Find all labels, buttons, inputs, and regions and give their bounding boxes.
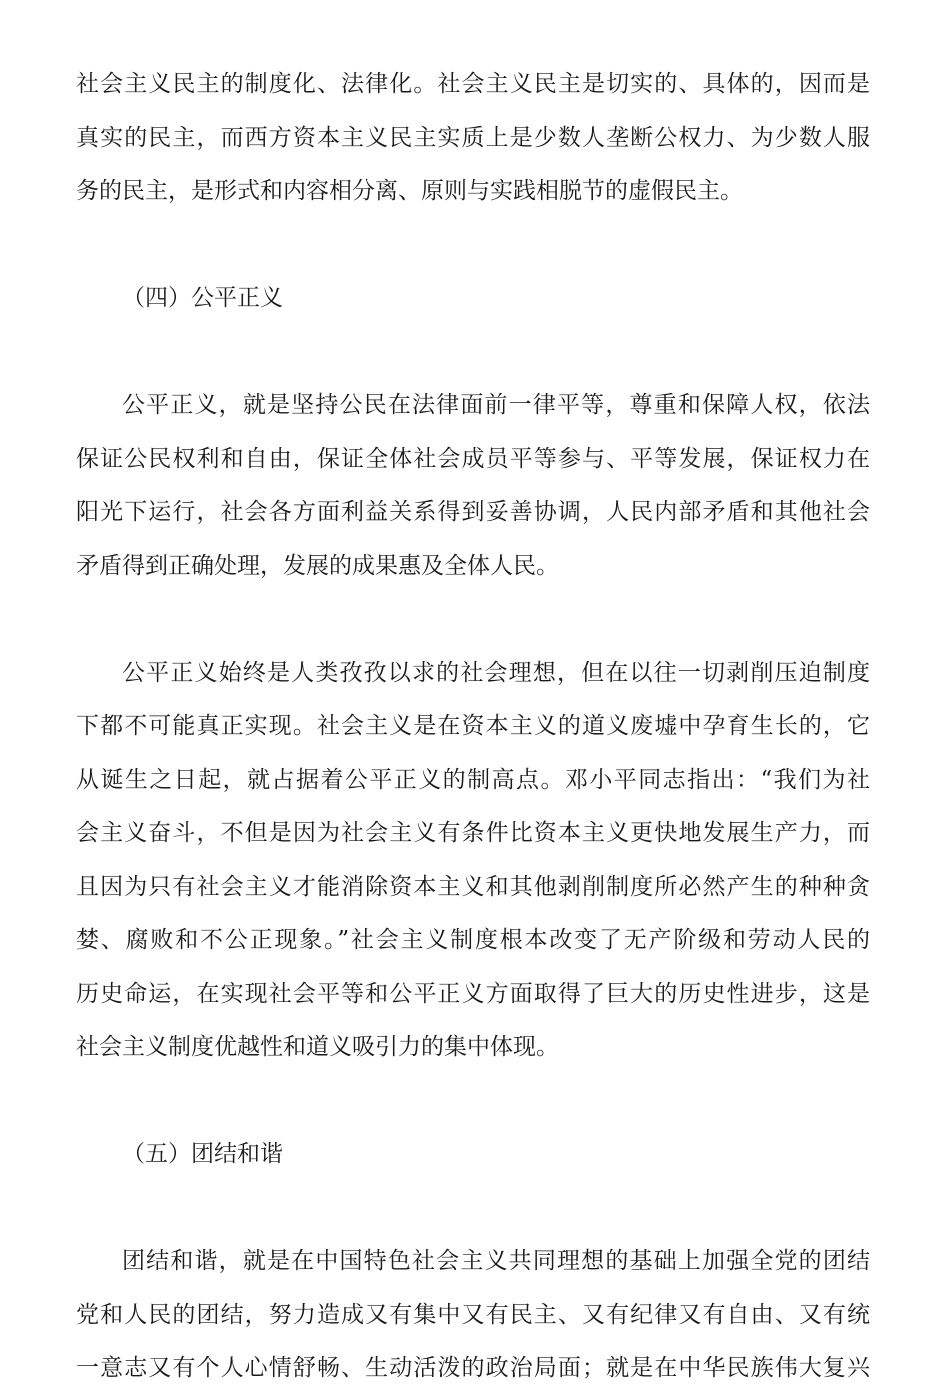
- text-line: 务的民主，是形式和内容相分离、原则与实践相脱节的虚假民主。: [76, 178, 743, 204]
- text-line: 一意志又有个人心情舒畅、生动活泼的政治局面；就是在中华民族伟大复兴: [76, 1355, 870, 1381]
- text-line: 阳光下运行，社会各方面利益关系得到妥善协调，人民内部矛盾和其他社会: [76, 499, 870, 525]
- text-line: 真实的民主，而西方资本主义民主实质上是少数人垄断公权力、为少数人服: [76, 124, 870, 151]
- text-line: 公平正义，就是坚持公民在法律面前一律平等，尊重和保障人权，依法: [122, 392, 870, 418]
- text-line: 且因为只有社会主义才能消除资本主义和其他剥削制度所必然产生的种种贪: [76, 873, 870, 900]
- text-line: 婪、腐败和不公正现象。”社会主义制度根本改变了无产阶级和劳动人民的: [76, 927, 870, 953]
- section-heading-harmony: （五）团结和谐: [122, 1141, 283, 1167]
- paragraph-fairness-ideal: [76, 647, 870, 1075]
- document-page: [76, 58, 870, 1396]
- paragraph-gap: [76, 219, 870, 273]
- paragraph-fairness-definition: [76, 379, 870, 593]
- paragraph-gap: [76, 1182, 870, 1236]
- text-line: 保证公民权利和自由，保证全体社会成员平等参与、平等发展，保证权力在: [76, 445, 870, 472]
- paragraph-harmony-definition: [76, 1235, 870, 1396]
- paragraph-gap: [76, 1075, 870, 1129]
- text-line: 会主义奋斗，不但是因为社会主义有条件比资本主义更快地发展生产力，而: [76, 820, 870, 846]
- text-line: 历史命运，在实现社会平等和公平正义方面取得了巨大的历史性进步，这是: [76, 980, 870, 1007]
- text-line: 公平正义始终是人类孜孜以求的社会理想，但在以往一切剥削压迫制度: [122, 659, 870, 686]
- text-line: 党和人民的团结，努力造成又有集中又有民主、又有纪律又有自由、又有统: [76, 1301, 870, 1328]
- text-line: 团结和谐，就是在中国特色社会主义共同理想的基础上加强全党的团结: [122, 1248, 870, 1274]
- text-line: 下都不可能真正实现。社会主义是在资本主义的道义废墟中孕育生长的，它: [76, 713, 870, 739]
- paragraph-gap: [76, 326, 870, 380]
- text-line: 社会主义制度优越性和道义吸引力的集中体现。: [76, 1034, 559, 1060]
- text-line: 矛盾得到正确处理，发展的成果惠及全体人民。: [76, 552, 559, 579]
- paragraph-gap: [76, 593, 870, 647]
- paragraph-democracy-continued: [76, 58, 870, 219]
- text-line: 社会主义民主的制度化、法律化。社会主义民主是切实的、具体的，因而是: [76, 71, 870, 97]
- section-heading-fairness: （四）公平正义: [122, 285, 283, 311]
- text-line: 从诞生之日起，就占据着公平正义的制高点。邓小平同志指出：“我们为社: [76, 766, 870, 793]
